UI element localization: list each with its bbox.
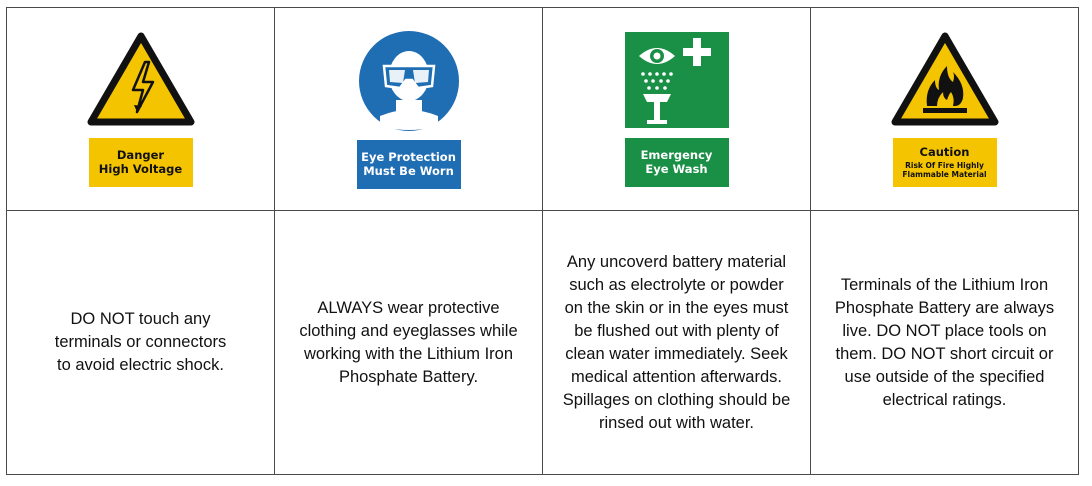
danger-label bbox=[89, 138, 193, 187]
description-cell-eye-wash bbox=[543, 211, 811, 475]
description-text: Terminals of the Lithium Iron Phosphate Battery are always live. DO NOT place tools on them. DO NOT short circuit or use outside of the specified electrical ratings. bbox=[834, 275, 1055, 409]
caution-label bbox=[893, 138, 997, 187]
description-text: DO NOT touch any terminals or connectors to avoid electric shock. bbox=[54, 310, 227, 374]
sign-cell-flammable bbox=[811, 8, 1079, 211]
label-line-2: Risk Of Fire Highly bbox=[905, 161, 984, 171]
safety-table bbox=[6, 7, 1079, 475]
description-text: Any uncoverd battery material such as electrolyte or powder on the skin or in the eyes must be flushed out with plenty of clean water immediately. Seek medical attention afterwards. Spillages on clothing should be rinsed out with water. bbox=[562, 252, 791, 432]
sign-cell-high-voltage bbox=[7, 8, 275, 211]
label-line-2: Eye Wash bbox=[645, 162, 708, 176]
sign-cell-eye-protection bbox=[275, 8, 543, 211]
descriptions-row bbox=[7, 211, 1079, 475]
eye-protection-label bbox=[357, 140, 461, 189]
eye-protection-icon bbox=[358, 30, 460, 132]
label-line-1: Caution bbox=[919, 144, 970, 159]
label-line-1: Eye Protection bbox=[361, 149, 456, 164]
emergency-eye-wash-icon bbox=[625, 32, 729, 128]
description-text: ALWAYS wear protective clothing and eyeglasses while working with the Lithium Iron Phosphate Battery. bbox=[299, 298, 518, 386]
description-cell-eye-protection bbox=[275, 211, 543, 475]
description-cell-high-voltage bbox=[7, 211, 275, 475]
description-cell-flammable bbox=[811, 211, 1079, 475]
label-line-1: Danger bbox=[116, 147, 165, 162]
label-line-1: Emergency bbox=[640, 147, 713, 162]
sign-cell-eye-wash bbox=[543, 8, 811, 211]
flammable-warning-icon bbox=[891, 32, 999, 128]
label-line-2: High Voltage bbox=[98, 162, 183, 176]
label-line-2: Must Be Worn bbox=[363, 164, 454, 178]
signs-row bbox=[7, 8, 1079, 211]
eye-wash-label bbox=[625, 138, 729, 187]
high-voltage-warning-icon bbox=[87, 32, 195, 128]
label-line-3: Flammable Material bbox=[902, 170, 987, 180]
